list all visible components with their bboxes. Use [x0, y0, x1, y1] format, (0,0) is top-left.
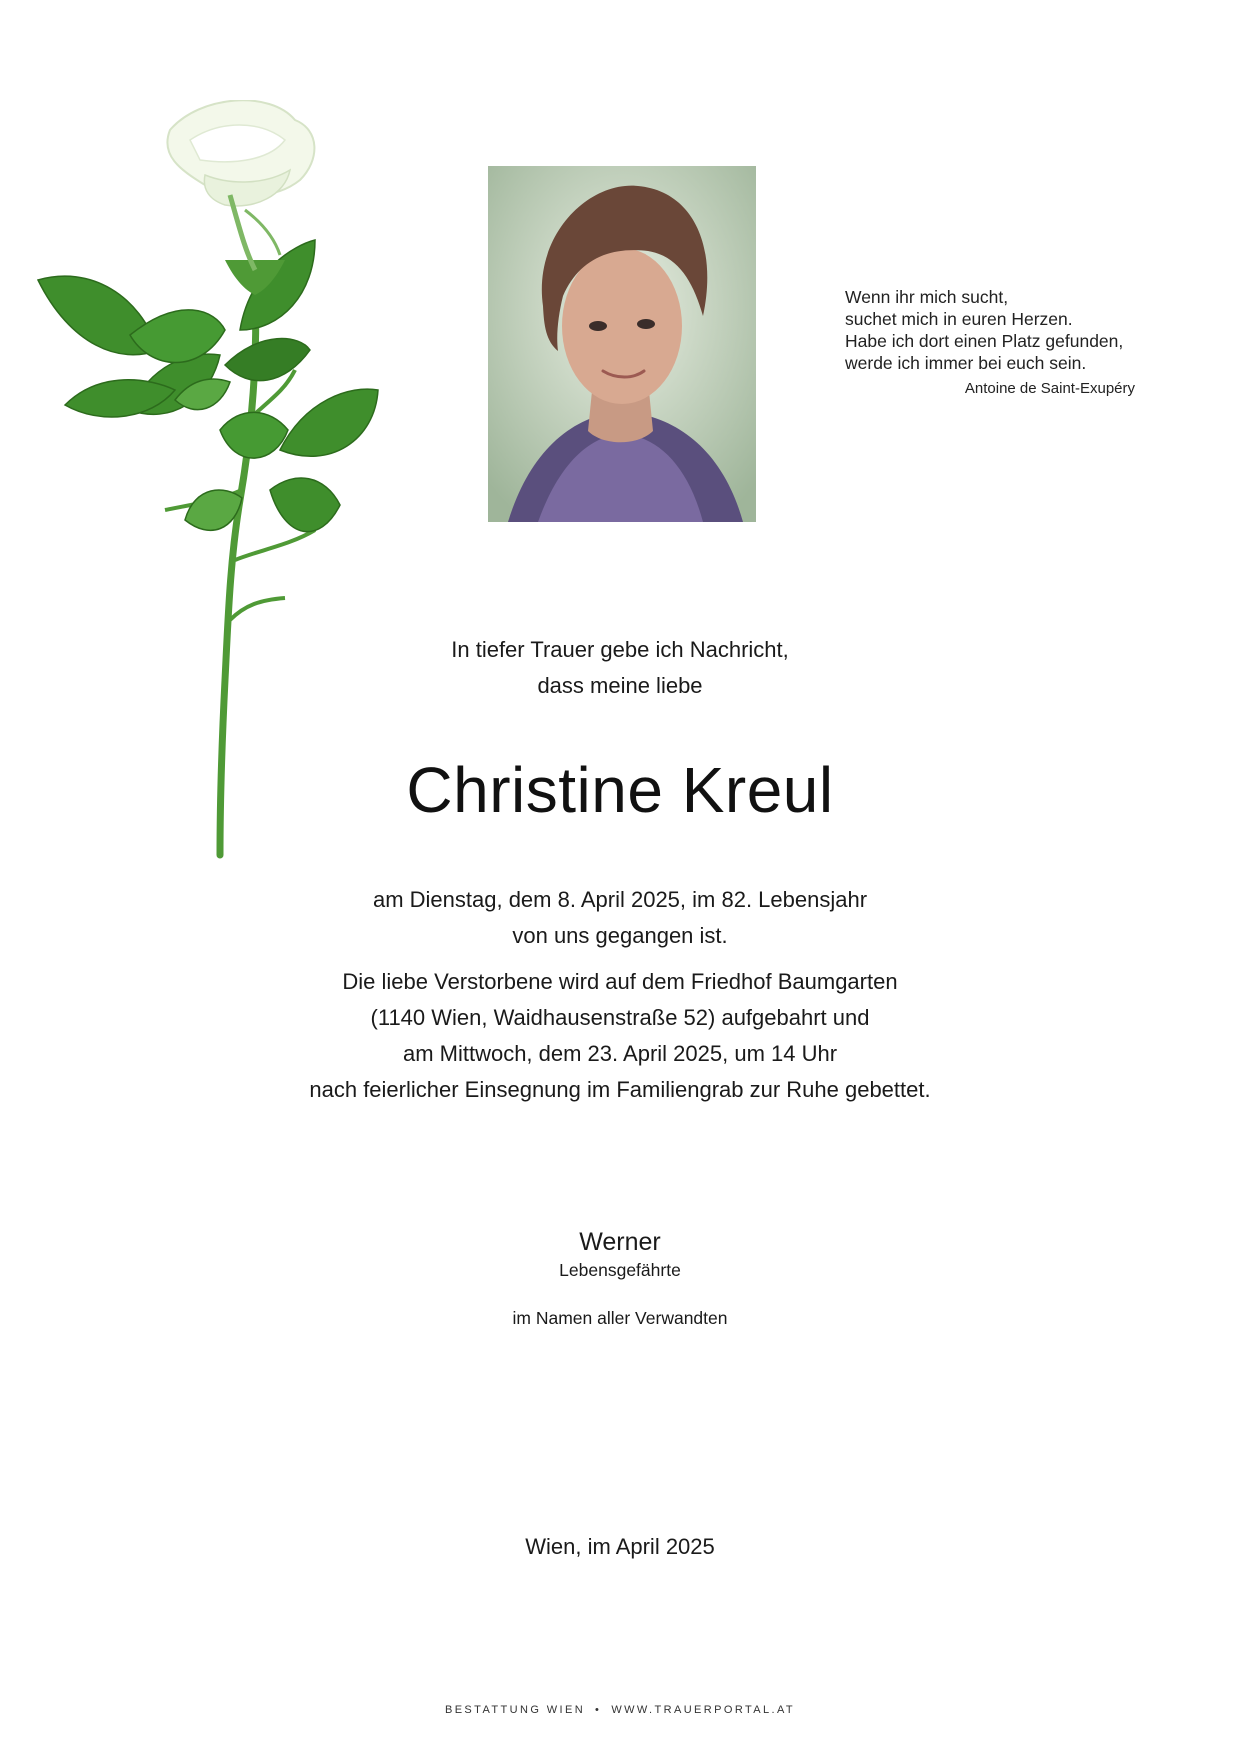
funeral-line: Die liebe Verstorbene wird auf dem Friedhof Baumgarten	[342, 969, 898, 994]
death-notice	[0, 882, 1240, 954]
mourner-name: Werner	[579, 1228, 661, 1256]
mourner-note: im Namen aller Verwandten	[512, 1308, 728, 1328]
intro-line: In tiefer Trauer gebe ich Nachricht,	[451, 637, 789, 662]
intro-text	[0, 632, 1240, 704]
place-date: Wien, im April 2025	[525, 1534, 715, 1559]
footer-company: BESTATTUNG WIEN	[444, 1704, 586, 1716]
portrait-photo	[488, 166, 756, 522]
quote-line: werde ich immer bei euch sein.	[845, 353, 1087, 373]
intro-line: dass meine liebe	[537, 673, 703, 698]
deceased-name: Christine Kreul	[406, 754, 834, 826]
death-notice-line: am Dienstag, dem 8. April 2025, im 82. Lebensjahr	[372, 887, 868, 912]
quote-author: Antoine de Saint-Exupéry	[964, 380, 1135, 397]
quote-line: suchet mich in euren Herzen.	[845, 309, 1073, 329]
white-rose-illustration	[30, 100, 410, 860]
death-notice-line: von uns gegangen ist.	[512, 923, 728, 948]
funeral-line: nach feierlicher Einsegnung im Familiengrab zur Ruhe gebettet.	[309, 1077, 931, 1102]
footer-website-link[interactable]: WWW.TRAUERPORTAL.AT	[611, 1704, 796, 1716]
quote-line: Habe ich dort einen Platz gefunden,	[845, 331, 1124, 351]
funeral-details	[0, 964, 1240, 1108]
mourner-role: Lebensgefährte	[559, 1260, 681, 1280]
footer-separator: •	[595, 1704, 602, 1716]
portrait-image	[488, 166, 756, 522]
funeral-line: am Mittwoch, dem 23. April 2025, um 14 Uhr	[402, 1041, 838, 1066]
quote-block	[845, 286, 1185, 374]
quote-line: Wenn ihr mich sucht,	[845, 287, 1009, 307]
funeral-line: (1140 Wien, Waidhausenstraße 52) aufgebahrt und	[370, 1005, 870, 1030]
footer	[0, 1704, 1240, 1716]
